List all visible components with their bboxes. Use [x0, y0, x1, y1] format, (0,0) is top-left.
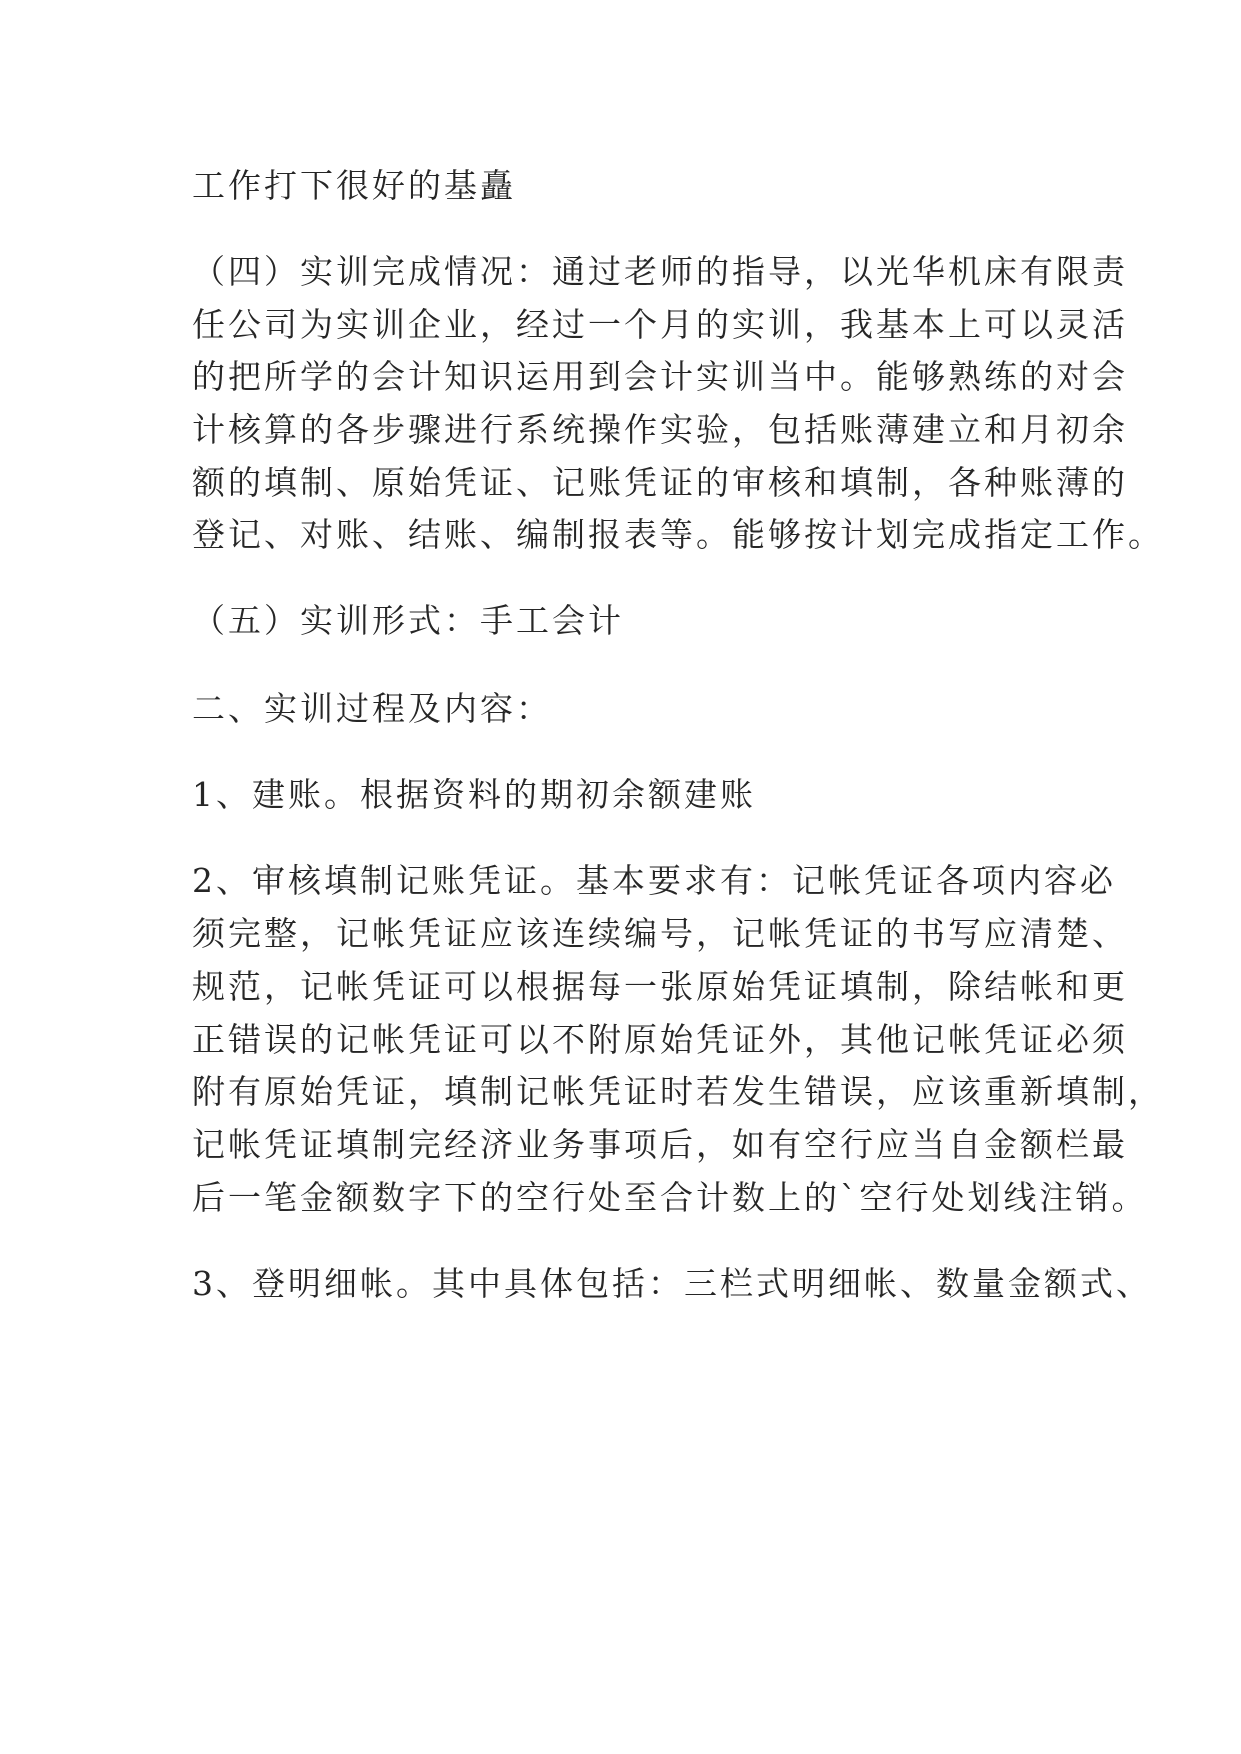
text-line: 2、审核填制记账凭证。基本要求有：记帐凭证各项内容必: [192, 861, 1116, 900]
text-line: 1、建账。根据资料的期初余额建账: [192, 775, 756, 814]
text-line: 额的填制、原始凭证、记账凭证的审核和填制，各种账薄的: [192, 463, 1128, 502]
text-line: 须完整，记帐凭证应该连续编号，记帐凭证的书写应清楚、: [192, 914, 1128, 953]
text-line: （四）实训完成情况：通过老师的指导，以光华机床有限责: [192, 252, 1128, 291]
text-line: 正错误的记帐凭证可以不附原始凭证外，其他记帐凭证必须: [192, 1020, 1128, 1059]
text-line: 3、登明细帐。其中具体包括：三栏式明细帐、数量金额式、: [192, 1264, 1152, 1303]
text-line: 登记、对账、结账、编制报表等。能够按计划完成指定工作。: [192, 515, 1164, 554]
text-line: 记帐凭证填制完经济业务事项后，如有空行应当自金额栏最: [192, 1125, 1128, 1164]
text-line: 附有原始凭证，填制记帐凭证时若发生错误，应该重新填制，: [192, 1072, 1164, 1111]
text-line: 二、实训过程及内容：: [192, 689, 552, 728]
text-line: 的把所学的会计知识运用到会计实训当中。能够熟练的对会: [192, 357, 1128, 396]
text-line: 后一笔金额数字下的空行处至合计数上的`空行处划线注销。: [192, 1178, 1148, 1217]
text-line: 工作打下很好的基矗: [192, 166, 516, 205]
text-line: 规范，记帐凭证可以根据每一张原始凭证填制，除结帐和更: [192, 967, 1128, 1006]
text-line: 计核算的各步骤进行系统操作实验，包括账薄建立和月初余: [192, 410, 1128, 449]
text-line: （五）实训形式：手工会计: [192, 601, 624, 640]
text-line: 任公司为实训企业，经过一个月的实训，我基本上可以灵活: [192, 305, 1128, 344]
